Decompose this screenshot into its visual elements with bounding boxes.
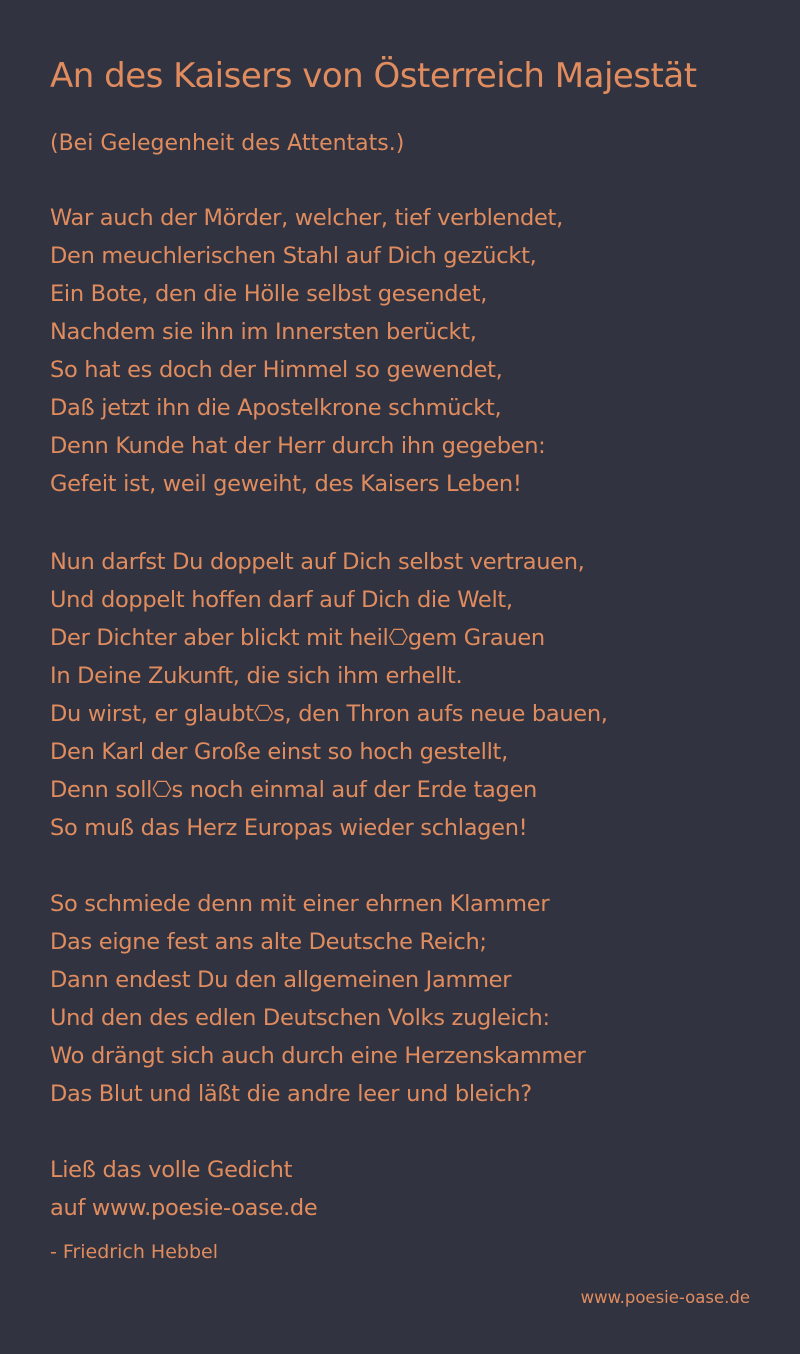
poem-line: Das eigne fest ans alte Deutsche Reich; (50, 929, 487, 955)
poem-line: Nun darfst Du doppelt auf Dich selbst vertrauen, (50, 549, 585, 575)
poem-line: Nachdem sie ihn im Innersten berückt, (50, 319, 477, 345)
author-credit: - Friedrich Hebbel (50, 1241, 218, 1263)
poem-line: Der Dichter aber blickt mit heil⎔gem Grauen (50, 625, 545, 651)
poem-line: Den Karl der Große einst so hoch gestellt, (50, 739, 508, 765)
poem-line: So schmiede denn mit einer ehrnen Klammer (50, 891, 550, 917)
poem-line: So hat es doch der Himmel so gewendet, (50, 357, 503, 383)
promo-line: auf www.poesie-oase.de (50, 1195, 318, 1221)
stanza-2 (50, 543, 790, 847)
stanza-3 (50, 885, 790, 1113)
poem-line: So muß das Herz Europas wieder schlagen! (50, 815, 528, 841)
poem-line: In Deine Zukunft, die sich ihm erhellt. (50, 663, 463, 689)
poem-line: Denn soll⎔s noch einmal auf der Erde tagen (50, 777, 538, 803)
poem-line: War auch der Mörder, welcher, tief verblendet, (50, 205, 563, 231)
site-watermark: www.poesie-oase.de (580, 1288, 750, 1307)
poem-line: Und den des edlen Deutschen Volks zugleich: (50, 1005, 550, 1031)
poem-line: Daß jetzt ihn die Apostelkrone schmückt, (50, 395, 502, 421)
poem-subtitle: (Bei Gelegenheit des Attentats.) (50, 131, 405, 156)
poem-line: Wo drängt sich auch durch eine Herzenskammer (50, 1043, 586, 1069)
poem-line: Den meuchlerischen Stahl auf Dich gezückt, (50, 243, 537, 269)
poem-line: Denn Kunde hat der Herr durch ihn gegeben: (50, 433, 546, 459)
poem-line: Das Blut und läßt die andre leer und bleich? (50, 1081, 532, 1107)
stanza-1 (50, 199, 790, 503)
poem-line: Und doppelt hoffen darf auf Dich die Welt, (50, 587, 513, 613)
poem-line: Ein Bote, den die Hölle selbst gesendet, (50, 281, 488, 307)
promo-line: Ließ das volle Gedicht (50, 1157, 293, 1183)
poem-title: An des Kaisers von Österreich Majestät (50, 56, 697, 96)
poem-line: Du wirst, er glaubt⎔s, den Thron aufs neue bauen, (50, 701, 608, 727)
poem-line: Dann endest Du den allgemeinen Jammer (50, 967, 512, 993)
promo-text (50, 1151, 790, 1227)
poem-line: Gefeit ist, weil geweiht, des Kaisers Leben! (50, 471, 522, 497)
